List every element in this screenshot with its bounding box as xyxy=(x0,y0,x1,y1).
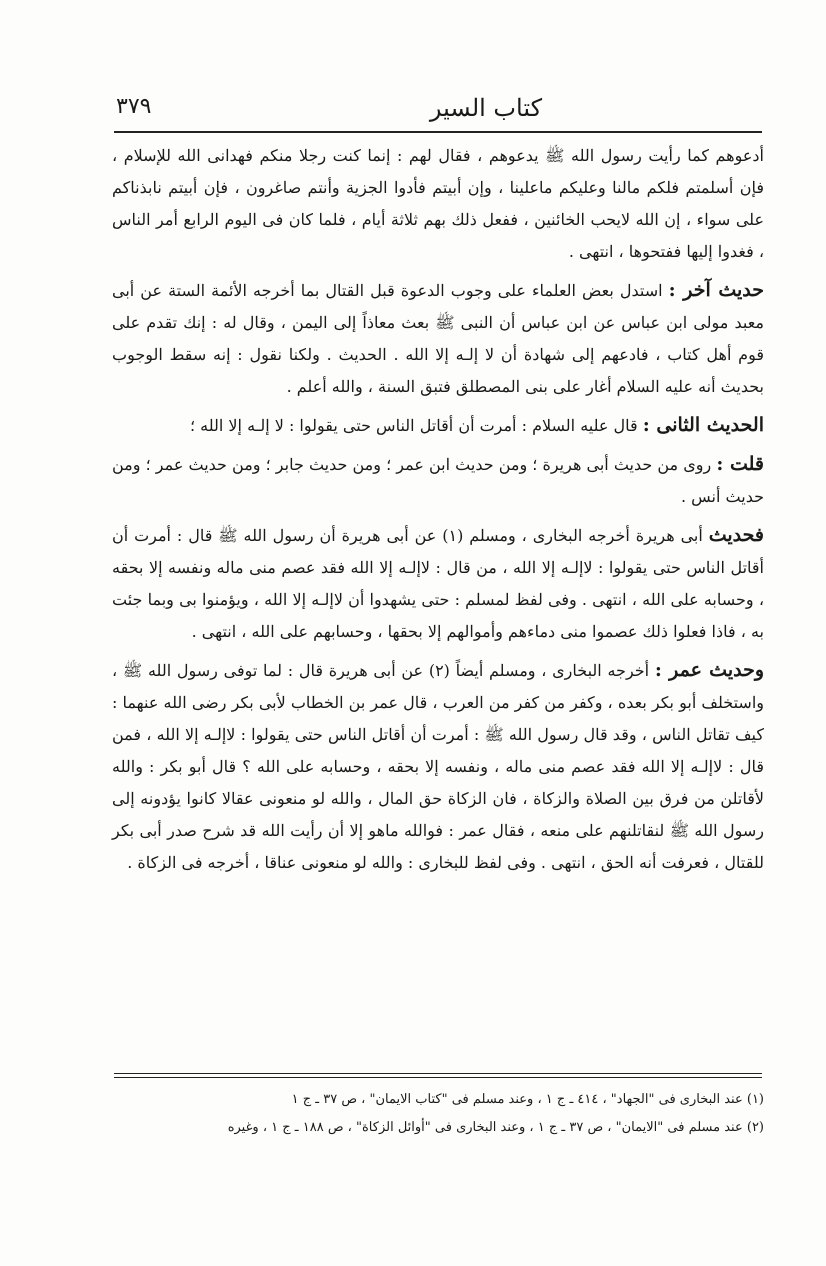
paragraph-1 xyxy=(112,140,764,268)
footnote-1: (١) عند البخارى فى "الجهاد" ، ٤١٤ ـ ج ١ ، وعند مسلم فى "كتاب الايمان" ، ص ٣٧ ـ ج ١ xyxy=(291,1092,764,1107)
footnotes xyxy=(112,1086,764,1142)
paragraph-3-heading: الحديث الثانى : xyxy=(642,414,764,436)
paragraph-3-text: قال عليه السلام : أمرت أن أقاتل الناس حتى يقولوا : لا إلـه إلا الله ؛ xyxy=(189,416,638,435)
paragraph-4-text: روى من حديث أبى هريرة ؛ ومن حديث ابن عمر ؛ ومن حديث جابر ؛ ومن حديث عمر ؛ ومن حديث أنس . xyxy=(112,455,764,506)
paragraph-4-heading: قلت : xyxy=(716,453,764,475)
paragraph-1-text: أدعوهم كما رأيت رسول الله ﷺ يدعوهم ، فقال لهم : إنما كنت رجلا منكم فهدانى الله للإسلام ، فإن أسلمتم فلكم مالنا وعليكم ماعلينا ، وإن أبيتم فأدوا الجزية وأنتم صاغرون ، فإن أبيتم نابذناكم على سواء ، إن الله لايحب الخائنين ، ففعل ذلك بهم ثلاثة أيام ، فلما كان فى اليوم الرابع أمر الناس ، فغدوا إليها ففتحوها ، انتهى . xyxy=(112,146,764,261)
paragraph-4 xyxy=(112,448,764,513)
paragraph-5-heading: فحديث xyxy=(708,524,764,546)
footnote-divider-double xyxy=(114,1077,762,1078)
footnote-2: (٢) عند مسلم فى "الايمان" ، ص ٣٧ ـ ج ١ ، وعند البخارى فى "أوائل الزكاة" ، ص ١٨٨ ـ ج ١ ، وغيره xyxy=(227,1120,764,1135)
paragraph-5 xyxy=(112,519,764,648)
paragraph-2 xyxy=(112,274,764,403)
header-rule xyxy=(114,131,762,133)
footnote-divider xyxy=(114,1073,762,1074)
paragraph-2-text: استدل بعض العلماء على وجوب الدعوة قبل القتال بما أخرجه الأئمة الستة عن أبى معبد مولى ابن عباس عن ابن عباس أن النبى ﷺ بعث معاذاً إلى اليمن ، وقال له : إنك تقدم على قوم أهل كتاب ، فادعهم إلى شهادة أن لا إلـه إلا الله . الحديث . ولكنا نقول : إنه سقط الوجوب بحديث أنه عليه السلام أغار على بنى المصطلق فتبق السنة ، والله أعلم . xyxy=(112,281,764,396)
paragraph-5-text: أبى هريرة أخرجه البخارى ، ومسلم (١) عن أبى هريرة أن رسول الله ﷺ قال : أمرت أن أقاتل الناس حتى يقولوا : لاإلـه إلا الله ، من قال : لاإلـه إلا الله فقد عصم منى ماله ونفسه إلا بحقه ، وحسابه على الله ، انتهى . وفى لفظ لمسلم : حتى يشهدوا أن لاإلـه إلا الله ، ويؤمنوا بى وبما جئت به ، فاذا فعلوا ذلك عصموا منى دماءهم وأموالهم إلا بحقها ، وحسابهم على الله ، انتهى . xyxy=(112,526,764,641)
paragraph-6 xyxy=(112,654,764,879)
page-number: ٣٧٩ xyxy=(116,94,152,119)
running-title: كتاب السير xyxy=(429,94,542,122)
paragraph-2-heading: حديث آخر : xyxy=(668,279,764,301)
paragraph-6-heading: وحديث عمر : xyxy=(654,659,765,681)
main-text xyxy=(112,140,764,885)
paragraph-6-text: أخرجه البخارى ، ومسلم أيضاً (٢) عن أبى هريرة قال : لما توفى رسول الله ﷺ ، واستخلف أبو بكر بعده ، وكفر من كفر من العرب ، قال عمر بن الخطاب لأبى بكر رضى الله عنهما : كيف تقاتل الناس ، وقد قال رسول الله ﷺ : أمرت أن أقاتل الناس حتى يقولوا : لاإلـه إلا الله ، فمن قال : لاإلـه إلا الله فقد عصم منى ماله ، ونفسه إلا بحقه ، وحسابه على الله ؟ قال أبو بكر : والله لأقاتلن من فرق بين الصلاة والزكاة ، فان الزكاة حق المال ، والله لو منعونى عقالا كانوا يؤدونه إلى رسول الله ﷺ لنقاتلنهم على منعه ، فقال عمر : فوالله ماهو إلا أن رأيت الله قد شرح صدر أبى بكر للقتال ، فعرفت أنه الحق ، انتهى . وفى لفظ للبخارى : والله لو منعونى عناقا ، أخرجه فى الزكاة . xyxy=(112,661,764,872)
paragraph-3 xyxy=(112,409,764,442)
page-header xyxy=(112,88,764,128)
